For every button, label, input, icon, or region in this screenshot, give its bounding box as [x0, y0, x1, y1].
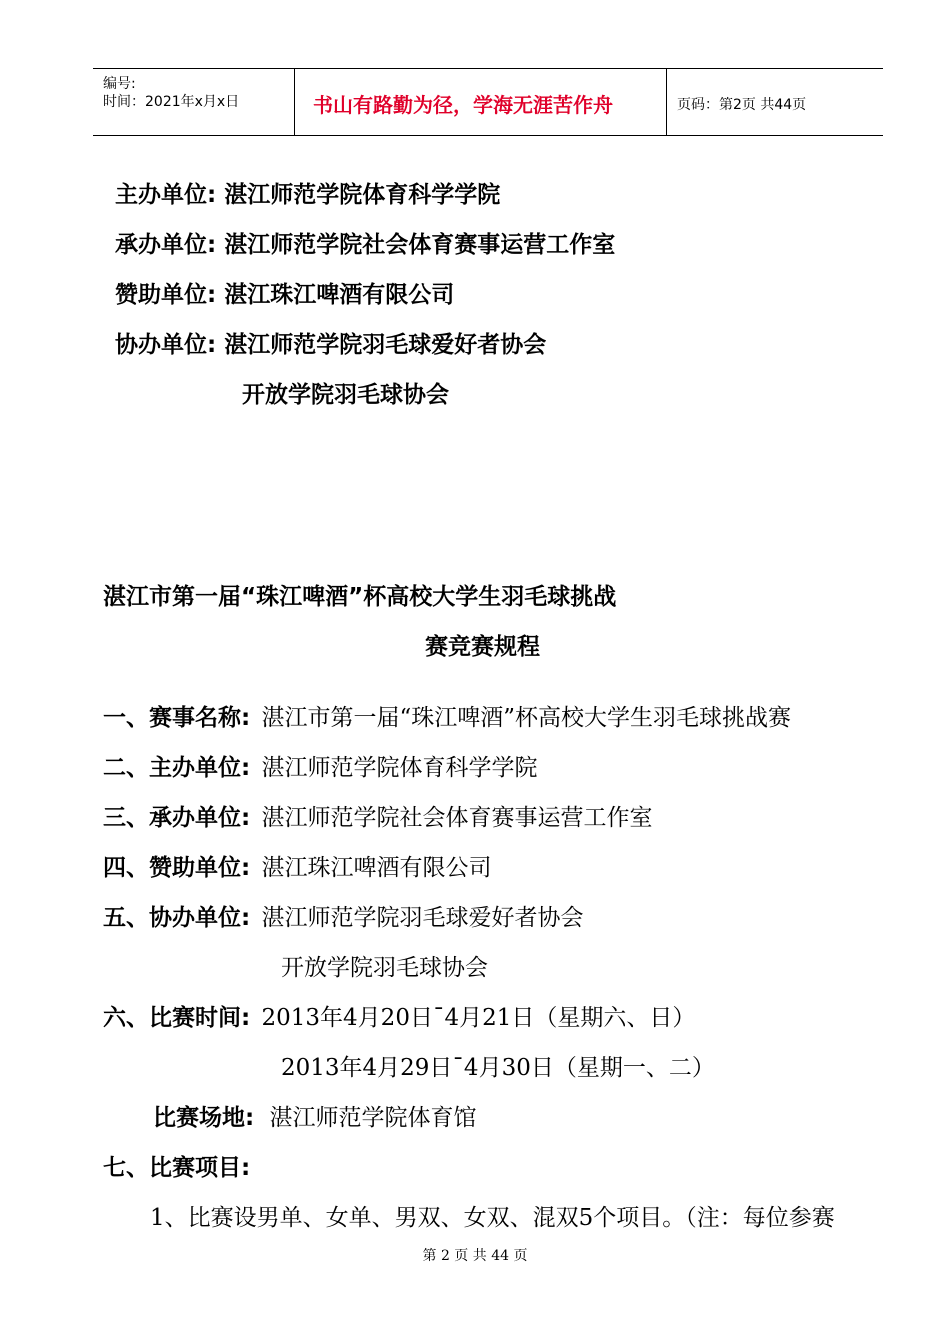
rule-label: 四、赞助单位: [103, 855, 251, 881]
header-meta [93, 69, 295, 135]
rule-label: 七、比赛项目: [103, 1155, 251, 1181]
org-value: 开放学院羽毛球协会 [242, 382, 449, 408]
rule-time-2: 2013年4月29日¯4月30日（星期一、二） [281, 1055, 715, 1081]
org-label: 赞助单位: [115, 282, 217, 308]
header-page-info: 页码：第2页 共44页 [677, 97, 807, 113]
rule-label: 三、承办单位: [103, 805, 251, 831]
time-label: 时间：2021年x月x日 [103, 94, 240, 110]
rule-host [103, 753, 538, 783]
rule-value: 湛江珠江啤酒有限公司 [261, 855, 492, 881]
rule-time [103, 1003, 695, 1033]
org-value: 湛江师范学院体育科学学院 [224, 182, 501, 208]
header-motto-cell [295, 69, 667, 135]
org-label: 协办单位: [115, 332, 217, 358]
org-value: 湛江师范学院羽毛球爱好者协会 [224, 332, 547, 358]
org-label: 主办单位: [115, 182, 217, 208]
page-footer: 第 2 页 共 44 页 [422, 1248, 528, 1264]
rule-item-1: 1、比赛设男单、女单、男双、女双、混双5个项目。（注：每位参赛 [150, 1205, 835, 1231]
doc-title-line1: 湛江市第一届“珠江啤酒”杯高校大学生羽毛球挑战 [103, 584, 617, 610]
rule-event-name [103, 703, 791, 733]
org-row-coorganizer-2 [242, 380, 449, 410]
org-row-sponsor [115, 280, 454, 310]
rule-sponsor [103, 853, 492, 883]
rule-label: 二、主办单位: [103, 755, 251, 781]
rule-events [103, 1153, 250, 1183]
rule-value: 湛江师范学院体育科学学院 [261, 755, 538, 781]
org-row-host [115, 180, 500, 210]
doc-title-line2: 赛竞赛规程 [425, 634, 540, 660]
rule-venue [153, 1103, 477, 1133]
rule-coorganizer [103, 903, 584, 933]
header-motto: 书山有路勤为径，学海无涯苦作舟 [313, 93, 613, 117]
org-value: 湛江珠江啤酒有限公司 [224, 282, 455, 308]
code-label: 编号: [103, 76, 136, 92]
org-row-coorganizer [115, 330, 546, 360]
org-value: 湛江师范学院社会体育赛事运营工作室 [224, 232, 616, 258]
rule-label: 比赛场地: [153, 1105, 255, 1131]
rule-label: 五、协办单位: [103, 905, 251, 931]
rule-value: 湛江师范学院社会体育赛事运营工作室 [261, 805, 653, 831]
rule-label: 一、赛事名称: [103, 705, 251, 731]
rule-value: 湛江师范学院体育馆 [269, 1105, 477, 1131]
org-row-organizer [115, 230, 615, 260]
org-label: 承办单位: [115, 232, 217, 258]
rule-value: 湛江市第一届“珠江啤酒”杯高校大学生羽毛球挑战赛 [261, 705, 792, 731]
rule-value: 湛江师范学院羽毛球爱好者协会 [261, 905, 584, 931]
header-page-cell [667, 69, 883, 135]
rule-value: 2013年4月20日¯4月21日（星期六、日） [261, 1005, 696, 1031]
rule-label: 六、比赛时间: [103, 1005, 251, 1031]
rule-organizer [103, 803, 653, 833]
rule-coorganizer-2: 开放学院羽毛球协会 [281, 955, 488, 981]
page-header [93, 68, 883, 136]
